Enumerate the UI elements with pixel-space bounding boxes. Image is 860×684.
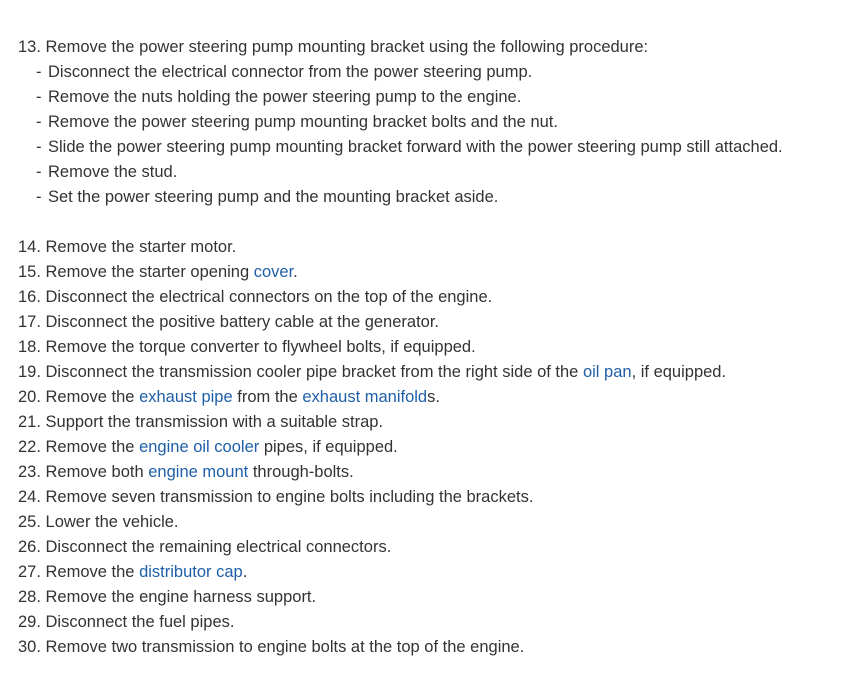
step-23 <box>18 462 354 482</box>
dash: - <box>36 88 42 106</box>
substep-5 <box>36 162 177 182</box>
distributor-cap-link[interactable]: distributor cap <box>139 563 243 581</box>
substep-text: Remove the stud. <box>48 163 178 181</box>
step-29: 29. Disconnect the fuel pipes. <box>18 613 235 631</box>
cover-link[interactable]: cover <box>253 263 294 281</box>
step-14: 14. Remove the starter motor. <box>18 238 237 256</box>
engine-mount-link[interactable]: engine mount <box>148 463 249 481</box>
dash: - <box>36 163 42 181</box>
step-text: pipes, if equipped. <box>259 438 398 456</box>
substep-1 <box>36 62 532 82</box>
substep-3 <box>36 112 558 132</box>
step-text: 19. Disconnect the transmission cooler pipe bracket from the right side of the <box>18 363 583 381</box>
dash: - <box>36 113 42 131</box>
step-21: 21. Support the transmission with a suitable strap. <box>18 413 384 431</box>
step-text: 20. Remove the <box>18 388 140 406</box>
step-18: 18. Remove the torque converter to flywheel bolts, if equipped. <box>18 338 476 356</box>
step-25: 25. Lower the vehicle. <box>18 513 179 531</box>
substep-text: Remove the power steering pump mounting bracket bolts and the nut. <box>48 113 558 131</box>
dash: - <box>36 188 42 206</box>
step-26: 26. Disconnect the remaining electrical connectors. <box>18 538 392 556</box>
step-30: 30. Remove two transmission to engine bolts at the top of the engine. <box>18 638 525 656</box>
step-13: 13. Remove the power steering pump mounting bracket using the following procedure: <box>18 38 649 56</box>
step-28: 28. Remove the engine harness support. <box>18 588 317 606</box>
step-text: . <box>242 563 248 581</box>
engine-oil-cooler-link[interactable]: engine oil cooler <box>139 438 260 456</box>
step-27 <box>18 562 247 582</box>
step-text: 27. Remove the <box>18 563 140 581</box>
step-text: . <box>293 263 298 281</box>
dash: - <box>36 138 42 156</box>
step-17: 17. Disconnect the positive battery cable at the generator. <box>18 313 440 331</box>
step-24: 24. Remove seven transmission to engine bolts including the brackets. <box>18 488 534 506</box>
exhaust-pipe-link[interactable]: exhaust pipe <box>139 388 233 406</box>
step-text: s. <box>427 388 440 406</box>
step-text: 22. Remove the <box>18 438 140 456</box>
dash: - <box>36 63 42 81</box>
step-22 <box>18 437 398 457</box>
substep-4 <box>36 137 783 157</box>
substep-text: Remove the nuts holding the power steering pump to the engine. <box>48 88 522 106</box>
substep-text: Disconnect the electrical connector from the power steering pump. <box>48 63 533 81</box>
step-text: from the <box>232 388 303 406</box>
substep-text: Set the power steering pump and the mounting bracket aside. <box>48 188 499 206</box>
oil-pan-link[interactable]: oil pan <box>582 363 632 381</box>
substep-2 <box>36 87 521 107</box>
substep-text: Slide the power steering pump mounting bracket forward with the power steering pump still attached. <box>48 138 783 156</box>
step-19 <box>18 362 726 382</box>
step-16: 16. Disconnect the electrical connectors on the top of the engine. <box>18 288 493 306</box>
step-text: through-bolts. <box>248 463 354 481</box>
step-text: , if equipped. <box>631 363 727 381</box>
step-15 <box>18 262 298 282</box>
step-text: 15. Remove the starter opening <box>18 263 254 281</box>
exhaust-manifold-link[interactable]: exhaust manifold <box>302 388 428 406</box>
step-text: 23. Remove both <box>18 463 149 481</box>
substep-6 <box>36 187 498 207</box>
step-20 <box>18 387 440 407</box>
